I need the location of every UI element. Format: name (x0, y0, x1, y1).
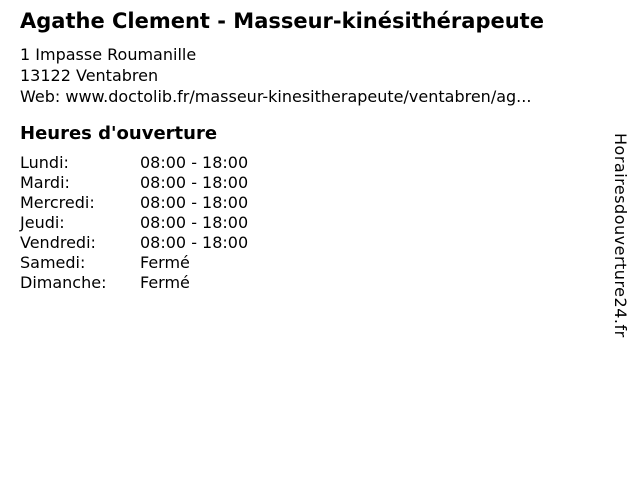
brand-watermark: Horairesdouverture24.fr (611, 133, 630, 338)
hours-row-friday (20, 233, 248, 253)
page-title: Agathe Clement - Masseur-kinésithérapeute (20, 9, 544, 33)
day-hours: Fermé (140, 253, 190, 272)
day-label: Lundi: (20, 153, 69, 172)
day-hours: 08:00 - 18:00 (140, 153, 249, 172)
day-label: Jeudi: (20, 213, 65, 232)
day-hours: 08:00 - 18:00 (140, 193, 249, 212)
hours-row-wednesday (20, 193, 248, 213)
hours-row-tuesday (20, 173, 248, 193)
hours-row-monday (20, 153, 248, 173)
opening-hours-heading: Heures d'ouverture (20, 123, 218, 144)
day-label: Dimanche: (20, 273, 107, 292)
website-line: Web: www.doctolib.fr/masseur-kinesitherapeute/ventabren/ag... (20, 87, 532, 106)
day-label: Mercredi: (20, 193, 95, 212)
day-label: Vendredi: (20, 233, 96, 252)
day-label: Samedi: (20, 253, 86, 272)
day-hours: 08:00 - 18:00 (140, 213, 249, 232)
day-hours: 08:00 - 18:00 (140, 173, 249, 192)
opening-hours-table (20, 153, 248, 293)
day-label: Mardi: (20, 173, 70, 192)
address-city: 13122 Ventabren (20, 66, 159, 85)
day-hours: 08:00 - 18:00 (140, 233, 249, 252)
address-block (20, 44, 531, 107)
day-hours: Fermé (140, 273, 190, 292)
hours-row-saturday (20, 253, 248, 273)
hours-row-sunday (20, 273, 248, 293)
hours-row-thursday (20, 213, 248, 233)
address-street: 1 Impasse Roumanille (20, 45, 197, 64)
